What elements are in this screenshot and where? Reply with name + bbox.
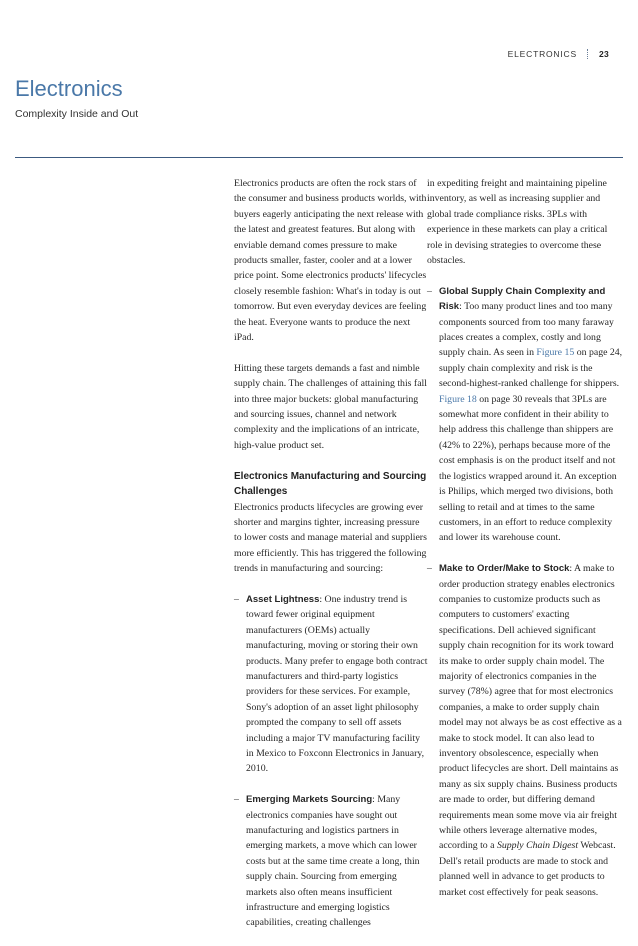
running-header (508, 49, 609, 59)
page-number: 23 (598, 49, 609, 59)
bullet-text: on page 30 reveals that 3PLs are somewhat more confident in their ability to help address this challenge than shippers are (42% to 22%), perhaps because more of the cost emphasis is on the product itself and not the logistics wrapped around it. An exception is Philips, which merged two divisions, both selling to retail and at times to the same customers, in an effort to reduce complexity and lower its warehouse count. (439, 393, 617, 544)
figure-18-link[interactable]: Figure 18 (439, 393, 477, 405)
header-divider (587, 49, 589, 59)
continuation-paragraph: in expediting freight and maintaining pipeline inventory, as well as increasing supplier and global trade compliance risks. 3PLs with experience in these markets can play a critical role in devising strategies to overcome these obstacles. (427, 178, 608, 267)
bullet-term: Asset Lightness (246, 593, 320, 605)
bullet-text: Webcast. Dell's retail products are made to stock and planned well in advance to get products to market cost effectively for peak seasons. (439, 840, 616, 898)
page-title: Electronics (15, 76, 123, 101)
bullet-text: : Many electronics companies have sought out manufacturing and logistics partners in emerging markets, a move which can lower costs but at the same time create a long, thin supply chain. Sourcing from emerging markets also often means insufficient infrastructure and emerging logistics capabilities, creating challenges (246, 794, 420, 929)
bullet-text: on page 24, supply chain complexity and risk is the second-highest-ranked challenge for shippers. (439, 347, 623, 390)
section-intro-paragraph: Electronics products lifecycles are growing ever shorter and margins tighter, increasing pressure to lower costs and manage material and suppliers more efficiently. This has triggered the following trends in manufacturing and sourcing: (234, 501, 427, 575)
page-subtitle: Complexity Inside and Out (15, 108, 139, 120)
trend-list-continued (427, 284, 624, 900)
header-section-label: ELECTRONICS (507, 49, 577, 59)
column-left (234, 176, 429, 946)
bullet-term: Make to Order/Make to Stock (439, 563, 570, 575)
list-item-make-to-order (427, 561, 624, 900)
list-item-emerging-markets (234, 792, 429, 931)
section-heading: Electronics Manufacturing and Sourcing Challenges (234, 470, 427, 498)
trend-list (234, 592, 429, 931)
figure-15-link[interactable]: Figure 15 (536, 347, 575, 359)
list-item-asset-lightness (234, 592, 429, 777)
targets-paragraph: Hitting these targets demands a fast and nimble supply chain. The challenges of attaining this fall into three major buckets: global manufacturing and sourcing issues, channel and network complexity and the implications of an intricate, high-value product set. (234, 362, 427, 451)
bullet-text: : Too many product lines and too many components sourced from too many faraway places creates a complex, costly and long supply chain. As seen in (439, 301, 614, 359)
bullet-term: Global Supply Chain Complexity and Risk (439, 285, 606, 313)
bullet-text: : One industry trend is toward fewer original equipment manufacturers (OEMs) actually manufacturing, moving or storing their own products. Many prefer to engage both contract manufacturers and third-party logistics providers for these services. For example, Sony's adoption of an asset light philosophy prompted the company to sell off assets including a major TV manufacturing facility in Mexico to Foxconn Electronics in January, 2010. (246, 593, 428, 775)
intro-paragraph: Electronics products are often the rock stars of the consumer and business products worlds, with buyers eagerly anticipating the next release with the latest and greatest features. But along with enviable demand comes pressure to make products smaller, faster, cooler and at a lower price point. Some electronics products' lifecycles closely resemble fashion: What's in today is out tomorrow. But even everyday devices are feeling the heat. Everyone wants to produce the next iPad. (234, 178, 427, 344)
title-divider (15, 157, 623, 158)
column-right (427, 176, 624, 915)
bullet-term: Emerging Markets Sourcing (246, 794, 373, 806)
list-item-global-complexity (427, 284, 624, 546)
bullet-text: : A make to order production strategy enables electronics companies to customize products such as computers to customers' exacting specifications. Dell achieved significant supply chain recognition for its work toward its make to order supply chain model. The majority of electronics companies in the survey (78%) agree that for most electronics companies, a make to order supply chain model may not always be as cost effective as a make to stock model. It can also lead to inventory obsolescence, especially when product lifecycles are short. Dell maintains as many as six supply chains. Business products are made to order, but differing demand requirements mean some move via air freight while others leverage alternative modes, according to a (439, 563, 622, 852)
publication-title: Supply Chain Digest (496, 840, 579, 852)
